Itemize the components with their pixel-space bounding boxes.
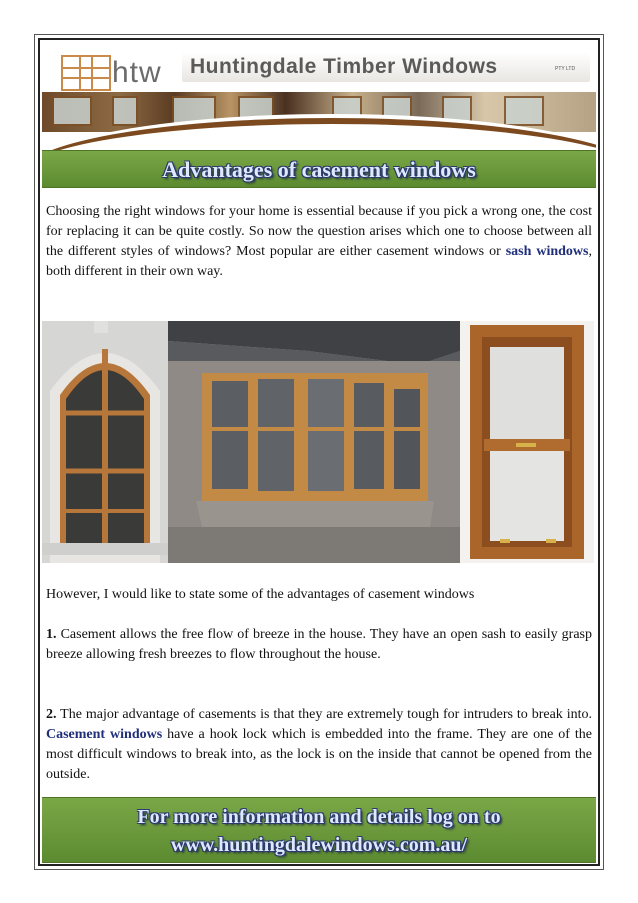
section-title-banner <box>42 150 596 188</box>
advantages-intro: However, I would like to state some of the advantages of casement windows <box>46 587 475 602</box>
intro-text: Choosing the right windows for your home is essential because if you pick a wrong one, the cost for replacing it can be quite costly. So now the question arises which one to choose between all the different styles of windows? Most popular are either casement windows or <box>46 204 592 259</box>
footer-banner <box>42 797 596 863</box>
company-suffix: PTY LTD <box>555 66 576 72</box>
intro-text-end: , both different in their own way. <box>46 244 592 279</box>
arched-casement-photo <box>42 321 168 563</box>
header-banner <box>42 42 596 150</box>
advantage-2-text: The major advantage of casements is that they are extremely tough for intruders to break into. <box>56 707 592 722</box>
advantage-1-number: 1. <box>46 627 57 642</box>
section-title: Advantages of casement windows <box>162 157 476 182</box>
intro-paragraph <box>46 202 592 282</box>
logo-text: htw <box>112 56 162 89</box>
company-name: Huntingdale Timber Windows <box>190 55 498 78</box>
advantage-1-text: Casement allows the free flow of breeze in the house. They have an open sash to easily grasp breeze allowing fresh breezes to flow throughout the house. <box>46 627 592 662</box>
advantage-2-number: 2. <box>46 707 57 722</box>
sash-window-photo <box>460 321 594 563</box>
advantage-2 <box>46 705 592 785</box>
website-link[interactable]: www.huntingdalewindows.com.au/ <box>170 834 468 856</box>
bay-casement-photo <box>168 321 460 563</box>
sash-windows-link[interactable]: sash windows <box>505 244 589 259</box>
advantage-2-text-end: have a hook lock which is embedded into the frame. They are one of the most difficult windows to break into, as the lock is on the inside that cannot be opened from the outside. <box>46 727 592 782</box>
casement-windows-link[interactable]: Casement windows <box>46 727 163 742</box>
footer-line-1: For more information and details log on to <box>137 806 501 828</box>
htw-logo-icon <box>60 50 112 94</box>
advantage-1 <box>46 625 592 665</box>
